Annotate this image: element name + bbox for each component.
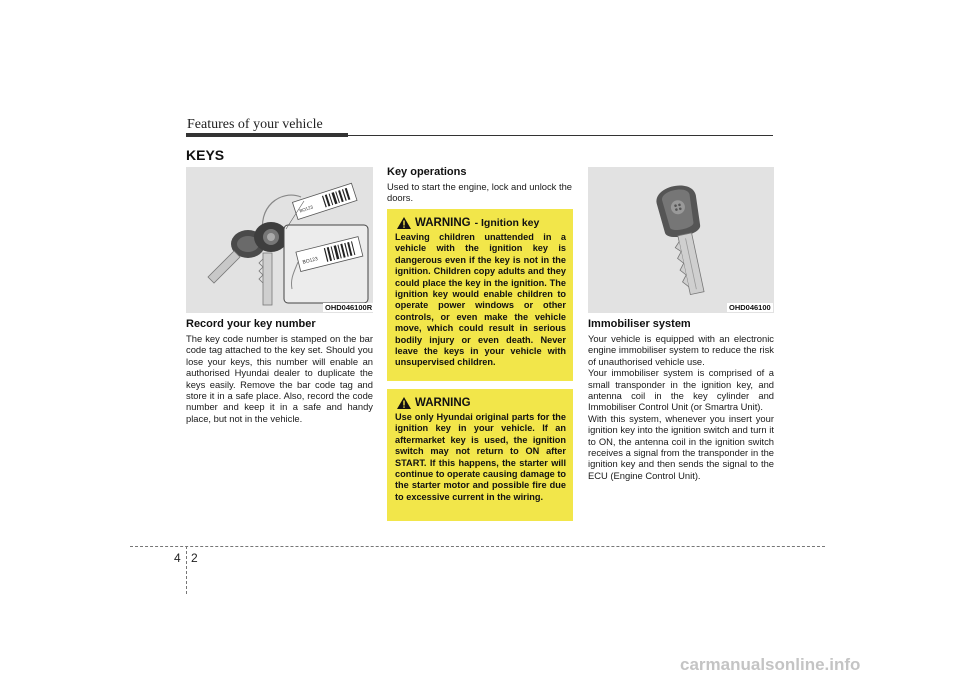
footer-dashed-rule — [130, 546, 825, 547]
header-accent-bar — [186, 133, 348, 137]
page-number: 2 — [191, 551, 198, 565]
header-title: Features of your vehicle — [187, 117, 323, 132]
warning-text: Leaving children unattended in a vehicle with the ignition key is dangerous even if the key is not in the ignition. Children copy adults and they could place the key in the ignition. The ignition key would enable children to operate power windows or other controls, or even make the vehicle move, which could result in serious bodily injury or even death. Never leave the keys in your vehicle with unsupervised children. — [395, 232, 566, 368]
middle-column — [387, 166, 573, 204]
tag-code-2: BO123 — [301, 256, 319, 266]
image-caption-right: OHD046100 — [729, 303, 771, 312]
record-key-heading: Record your key number — [186, 318, 316, 330]
warning-triangle-icon — [397, 397, 411, 409]
warning-text: Use only Hyundai original parts for the ignition key in your vehicle. If an aftermarket key is used, the ignition switch may not return to ON after START. If this happens, the starter will continue to operate causing damage to the starter motor and possible fire due to excessive current in the wiring. — [395, 412, 567, 502]
warning-box-ignition-key — [387, 209, 573, 381]
warning-title: WARNING — [415, 397, 471, 409]
record-key-text: The key code number is stamped on the bar code tag attached to the key set. Should you lose your keys, this number will enable an authorised Hyundai dealer to duplicate the keys easily. Remove the bar code tag and store it in a safe place. Also, record the code number and keep it in a safe and handy place, but not in the vehicle. — [186, 333, 373, 424]
warning-subtitle: - Ignition key — [474, 217, 540, 229]
single-key-image — [588, 167, 774, 313]
right-column — [588, 318, 774, 481]
single-key-illustration — [588, 167, 774, 313]
key-set-illustration — [186, 167, 373, 313]
key-operations-heading: Key operations — [387, 166, 467, 178]
immobiliser-heading: Immobiliser system — [588, 318, 691, 330]
section-title: KEYS — [186, 147, 225, 163]
footer-vertical-rule — [186, 546, 187, 594]
key-set-image — [186, 167, 373, 313]
tag-code-1: BO123 — [298, 204, 314, 214]
immobiliser-paragraph-2: Your immobiliser system is comprised of a small transponder in the ignition key, and antenna coil in the key cylinder and Immobiliser Control Unit (or Smartra Unit). — [588, 367, 774, 413]
warning-title: WARNING — [415, 217, 471, 229]
key-operations-text: Used to start the engine, lock and unlock the doors. — [387, 181, 573, 204]
left-column — [186, 318, 373, 424]
image-caption-left: OHD046100R — [325, 303, 373, 312]
watermark: carmanualsonline.info — [680, 655, 861, 674]
immobiliser-paragraph-3: With this system, whenever you insert your ignition key into the ignition switch and turn it to ON, the antenna coil in the ignition switch receives a signal from the transponder in the ignition key and then sends the signal to the ECU (Engine Control Unit). — [588, 412, 774, 481]
chapter-number: 4 — [174, 551, 181, 565]
warning-triangle-icon — [397, 217, 411, 229]
immobiliser-paragraph-1: Your vehicle is equipped with an electronic engine immobiliser system to reduce the risk of unauthorised vehicle use. — [588, 333, 774, 367]
warning-box-parts — [387, 389, 573, 521]
